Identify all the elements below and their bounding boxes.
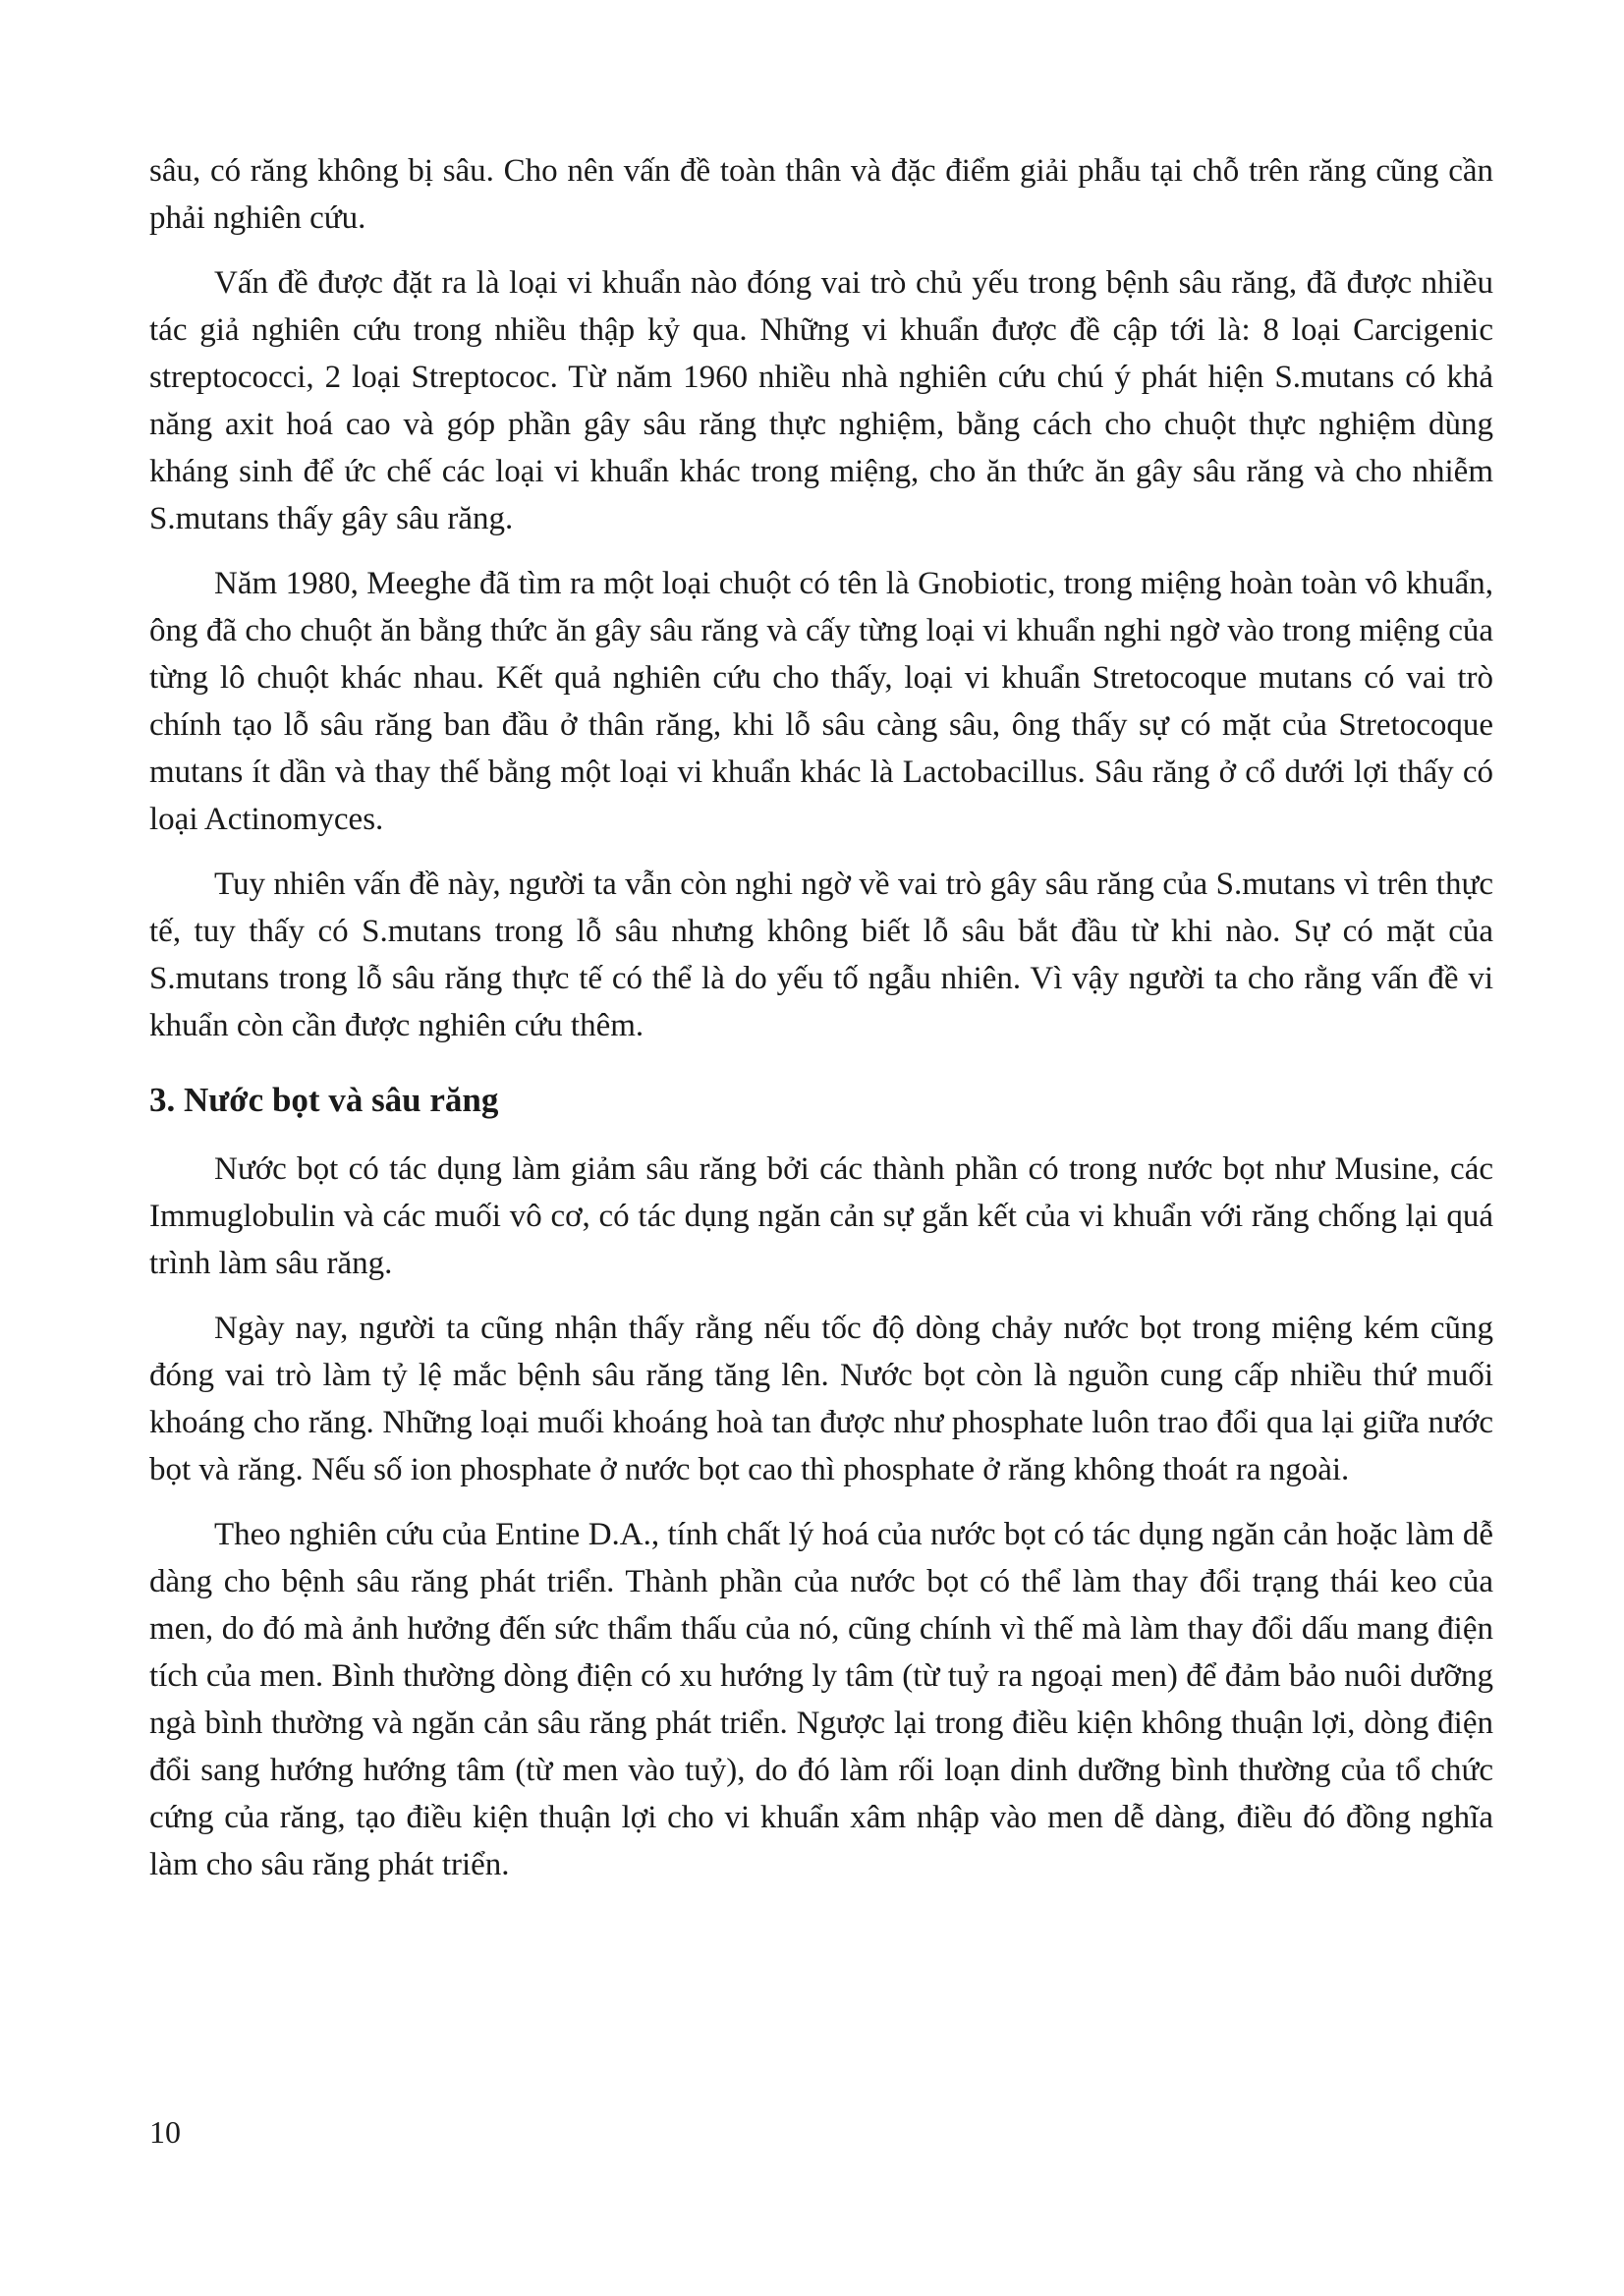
paragraph-saliva-flow: Ngày nay, người ta cũng nhận thấy rằng nếu tốc độ dòng chảy nước bọt trong miệng kém cũng đóng vai trò làm tỷ lệ mắc bệnh sâu răng tăng lên. Nước bọt còn là nguồn cung cấp nhiều thứ muối khoáng cho răng. Những loại muối khoáng hoà tan được như phosphate luôn trao đổi qua lại giữa nước bọt và răng. Nếu số ion phosphate ở nước bọt cao thì phosphate ở răng không thoát ra ngoài. bbox=[149, 1311, 1493, 1487]
section-heading: 3. Nước bọt và sâu răng bbox=[149, 1081, 499, 1119]
paragraph-saliva-effect: Nước bọt có tác dụng làm giảm sâu răng bởi các thành phần có trong nước bọt như Musine, các Immuglobulin và các muối vô cơ, có tác dụng ngăn cản sự gắn kết của vi khuẩn với răng chống lại quá trình làm sâu răng. bbox=[149, 1151, 1493, 1281]
paragraph-bacteria-role: Vấn đề được đặt ra là loại vi khuẩn nào đóng vai trò chủ yếu trong bệnh sâu răng, đã được nhiều tác giả nghiên cứu trong nhiều thập kỷ qua. Những vi khuẩn được đề cập tới là: 8 loại Carcigenic streptococci, 2 loại Streptococ. Từ năm 1960 nhiều nhà nghiên cứu chú ý phát hiện S.mutans có khả năng axit hoá cao và góp phần gây sâu răng thực nghiệm, bằng cách cho chuột thực nghiệm dùng kháng sinh để ức chế các loại vi khuẩn khác trong miệng, cho ăn thức ăn gây sâu răng và cho nhiễm S.mutans thấy gây sâu răng. bbox=[149, 265, 1493, 536]
paragraph-entine-study: Theo nghiên cứu của Entine D.A., tính chất lý hoá của nước bọt có tác dụng ngăn cản hoặc làm dễ dàng cho bệnh sâu răng phát triển. Thành phần của nước bọt có thể làm thay đổi trạng thái keo của men, do đó mà ảnh hưởng đến sức thẩm thấu của nó, cũng chính vì thế mà làm thay đổi dấu mang điện tích của men. Bình thường dòng điện có xu hướng ly tâm (từ tuỷ ra ngoại men) để đảm bảo nuôi dưỡng ngà bình thường và ngăn cản sâu răng phát triển. Ngược lại trong điều kiện không thuận lợi, dòng điện đổi sang hướng hướng tâm (từ men vào tuỷ), do đó làm rối loạn dinh dưỡng bình thường của tổ chức cứng của răng, tạo điều kiện thuận lợi cho vi khuẩn xâm nhập vào men dễ dàng, điều đó đồng nghĩa làm cho sâu răng phát triển. bbox=[149, 1517, 1493, 1882]
paragraph-continuation: sâu, có răng không bị sâu. Cho nên vấn đề toàn thân và đặc điểm giải phẫu tại chỗ trên răng cũng cần phải nghiên cứu. bbox=[149, 153, 1493, 236]
page-body bbox=[149, 147, 1493, 1906]
paragraph-meeghe-study: Năm 1980, Meeghe đã tìm ra một loại chuột có tên là Gnobiotic, trong miệng hoàn toàn vô khuẩn, ông đã cho chuột ăn bằng thức ăn gây sâu răng và cấy từng loại vi khuẩn nghi ngờ vào trong miệng của từng lô chuột khác nhau. Kết quả nghiên cứu cho thấy, loại vi khuẩn Stretocoque mutans có vai trò chính tạo lỗ sâu răng ban đầu ở thân răng, khi lỗ sâu càng sâu, ông thấy sự có mặt của Stretocoque mutans ít dần và thay thế bằng một loại vi khuẩn khác là Lactobacillus. Sâu răng ở cổ dưới lợi thấy có loại Actinomyces. bbox=[149, 566, 1493, 837]
paragraph-doubts: Tuy nhiên vấn đề này, người ta vẫn còn nghi ngờ về vai trò gây sâu răng của S.mutans vì trên thực tế, tuy thấy có S.mutans trong lỗ sâu nhưng không biết lỗ sâu bắt đầu từ khi nào. Sự có mặt của S.mutans trong lỗ sâu răng thực tế có thể là do yếu tố ngẫu nhiên. Vì vậy người ta cho rằng vấn đề vi khuẩn còn cần được nghiên cứu thêm. bbox=[149, 867, 1493, 1043]
page-number: 10 bbox=[149, 2114, 181, 2150]
